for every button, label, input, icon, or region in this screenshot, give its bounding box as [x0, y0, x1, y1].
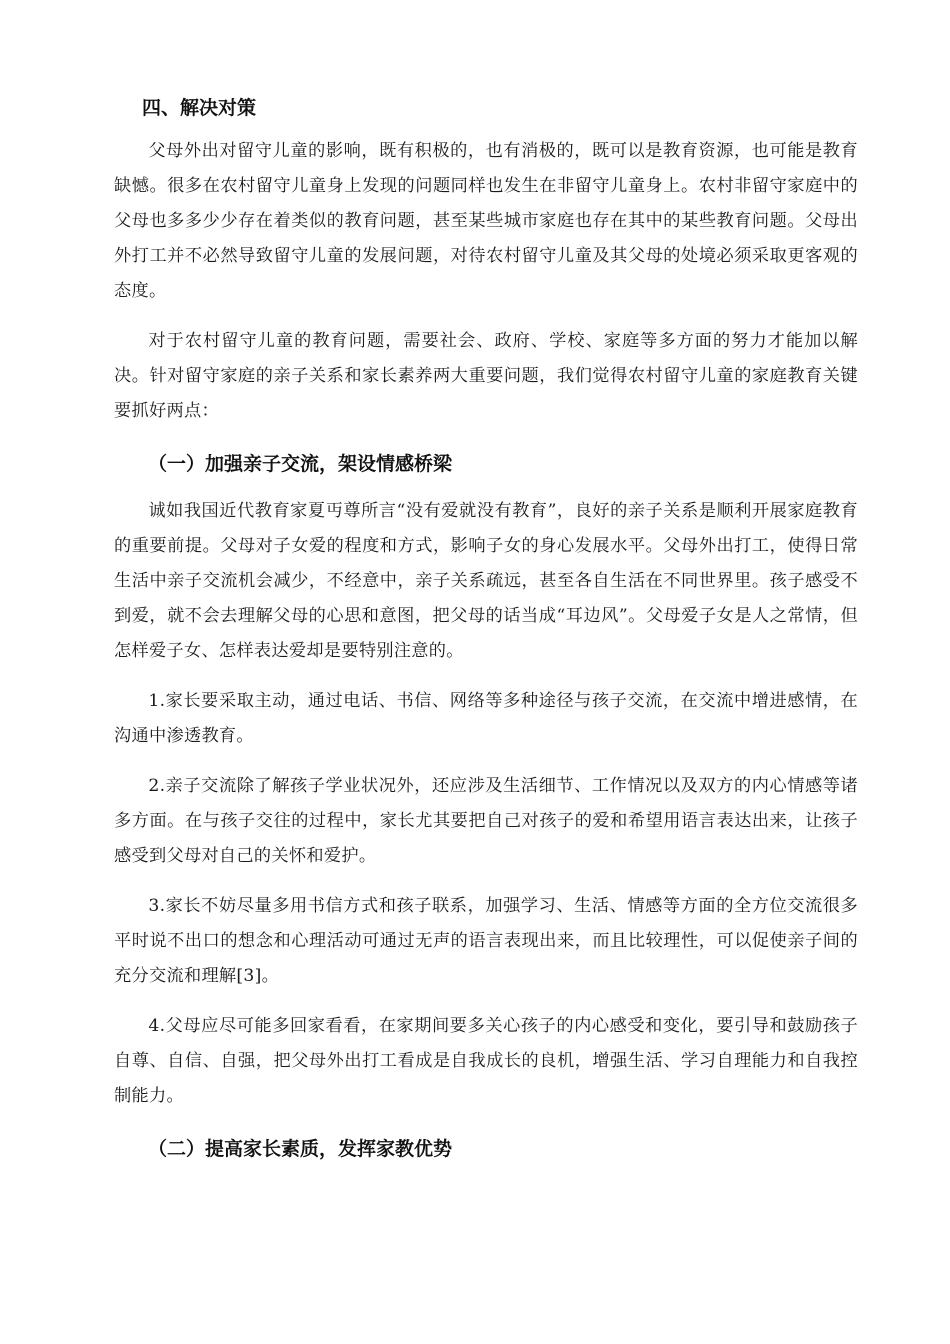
list-item: 4.父母应尽可能多回家看看，在家期间要多关心孩子的内心感受和变化，要引导和鼓励孩子自尊、自信、自强，把父母外出打工看成是自我成长的良机，增强生活、学习自理能力和自我控制能力。 [114, 1016, 858, 1106]
section-heading: 四、解决对策 [142, 97, 257, 119]
list-item: 2.亲子交流除了解孩子学业状况外，还应涉及生活细节、工作情况以及双方的内心情感等诸多方面。在与孩子交往的过程中，家长尤其要把自己对孩子的爱和希望用语言表达出来，让孩子感受到父母对自己的关怀和爱护。 [114, 776, 858, 866]
document-page [114, 88, 858, 1179]
subsection-heading: （二）提高家长素质，发挥家教优势 [148, 1138, 453, 1160]
list-item: 3.家长不妨尽量多用书信方式和孩子联系，加强学习、生活、情感等方面的全方位交流很多平时说不出口的想念和心理活动可通过无声的语言表现出来，而且比较理性，可以促使亲子间的充分交流和理解[3]。 [114, 896, 858, 986]
list-item: 1.家长要采取主动，通过电话、书信、网络等多种途径与孩子交流，在交流中增进感情，在沟通中渗透教育。 [114, 691, 858, 746]
paragraph: 对于农村留守儿童的教育问题，需要社会、政府、学校、家庭等多方面的努力才能加以解决。针对留守家庭的亲子关系和家长素养两大重要问题，我们觉得农村留守儿童的家庭教育关键要抓好两点： [114, 331, 858, 421]
subsection-heading: （一）加强亲子交流，架设情感桥梁 [148, 453, 453, 475]
paragraph: 诚如我国近代教育家夏丏尊所言“没有爱就没有教育”，良好的亲子关系是顺利开展家庭教育的重要前提。父母对子女爱的程度和方式，影响子女的身心发展水平。父母外出打工，使得日常生活中亲子交流机会减少，不经意中，亲子关系疏远，甚至各自生活在不同世界里。孩子感受不到爱，就不会去理解父母的心思和意图，把父母的话当成“耳边风”。父母爱子女是人之常情，但怎样爱子女、怎样表达爱却是要特别注意的。 [114, 501, 858, 661]
paragraph: 父母外出对留守儿童的影响，既有积极的，也有消极的，既可以是教育资源，也可能是教育缺憾。很多在农村留守儿童身上发现的问题同样也发生在非留守儿童身上。农村非留守家庭中的父母也多多少少存在着类似的教育问题，甚至某些城市家庭也存在其中的某些教育问题。父母出外打工并不必然导致留守儿童的发展问题，对待农村留守儿童及其父母的处境必须采取更客观的态度。 [114, 141, 858, 301]
